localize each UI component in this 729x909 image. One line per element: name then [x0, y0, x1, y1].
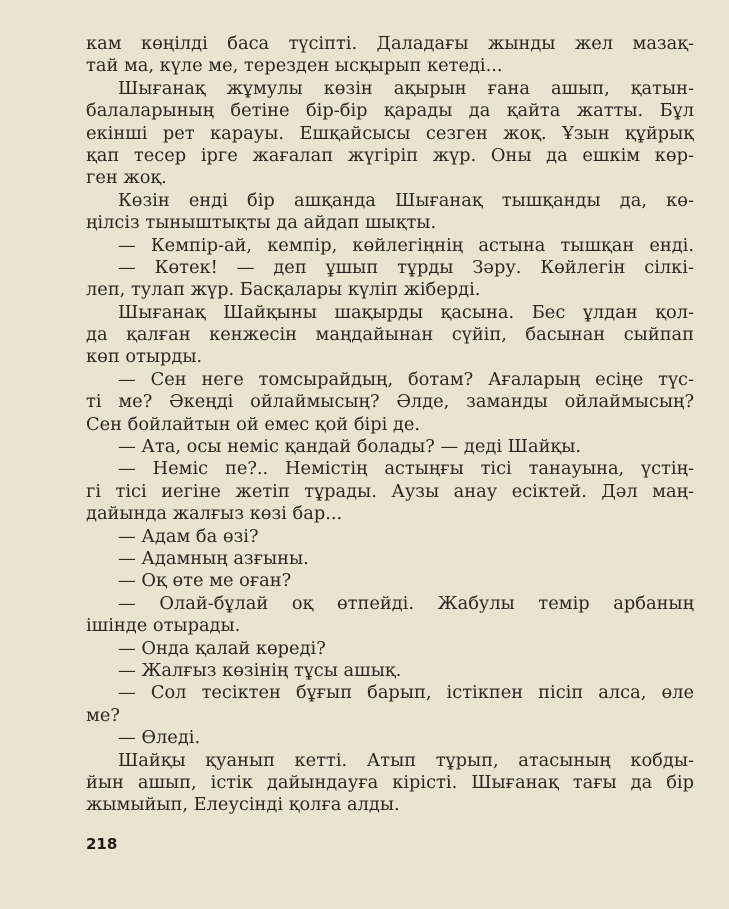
text-line: — Өледі. — [118, 727, 201, 749]
text-line: — Сен неге томсырайдың, ботам? Ағаларың есіңе түс- — [118, 368, 694, 390]
text-line: балаларының бетіне бір-бір қарады да қайта жатты. Бұл — [86, 100, 694, 122]
text-line: йын ашып, істік дайындауға кірісті. Шығанақ тағы да бір — [86, 771, 694, 793]
text-line: — Кемпір-ай, кемпір, көйлегіңнің астына тышқан енді. — [118, 234, 694, 256]
text-line: ңілсіз тыныштықты да айдап шықты. — [86, 212, 437, 234]
text-line: ішінде отырады. — [86, 615, 241, 637]
text-line: ген жоқ. — [86, 167, 167, 189]
text-line: Шығанақ жұмулы көзін ақырын ғана ашып, қатын- — [118, 77, 694, 99]
text-line: гі тісі иегіне жетіп тұрады. Аузы анау есіктей. Дәл маң- — [86, 480, 694, 502]
text-line: — Адамның азғыны. — [118, 547, 309, 569]
text-line: қап тесер ірге жағалап жүгіріп жүр. Оны да ешкім көр- — [86, 144, 694, 166]
text-line: — Адам ба өзі? — [118, 525, 259, 547]
text-line: ті ме? Әкеңді ойлаймысың? Әлде, заманды ойлаймысың? — [86, 391, 694, 413]
text-line: — Ата, осы неміс қандай болады? — деді Шайқы. — [118, 436, 581, 458]
text-line: — Сол тесіктен бұғып барып, істікпен пісіп алса, өле — [118, 682, 694, 704]
text-line: дайында жалғыз көзі бар... — [86, 503, 343, 525]
text-line: жымыйып, Елеусінді қолға алды. — [86, 794, 400, 816]
text-line: ме? — [86, 704, 120, 726]
text-line: Көзін енді бір ашқанда Шығанақ тышқанды да, кө- — [118, 189, 694, 211]
text-line: екінші рет карауы. Ешқайсысы сезген жоқ. Ұзын құйрық — [86, 122, 694, 144]
text-line: — Оқ өте ме оған? — [118, 570, 292, 592]
text-line: — Олай-бұлай оқ өтпейді. Жабулы темір арбаның — [118, 592, 694, 614]
text-line: — Онда қалай көреді? — [118, 637, 326, 659]
text-line: — Неміс пе?.. Немістің астыңғы тісі танауына, үстің- — [118, 458, 694, 480]
page-body — [86, 33, 694, 817]
text-line: — Жалғыз көзінің тұсы ашық. — [118, 659, 402, 681]
text-line: леп, тулап жүр. Басқалары күліп жіберді. — [86, 279, 481, 301]
page-number: 218 — [86, 835, 118, 853]
text-line: тай ма, күле ме, терезден ысқырып кетеді... — [86, 55, 503, 77]
text-line: көп отырды. — [86, 346, 203, 368]
text-line: — Көтек! — деп ұшып тұрды Зәру. Көйлегін сілкі- — [118, 256, 694, 278]
text-line: кам көңілді баса түсіпті. Даладағы жынды жел мазақ- — [86, 33, 694, 54]
text-line: Сен бойлайтын ой емес қой бірі де. — [86, 413, 421, 435]
text-line: да қалған кенжесін маңдайынан сүйіп, басынан сыйпап — [86, 324, 694, 346]
text-line: Шайқы қуанып кетті. Атып тұрып, атасының кобды- — [118, 749, 694, 771]
text-line: Шығанақ Шайқыны шақырды қасына. Бес ұлдан қол- — [118, 301, 694, 323]
